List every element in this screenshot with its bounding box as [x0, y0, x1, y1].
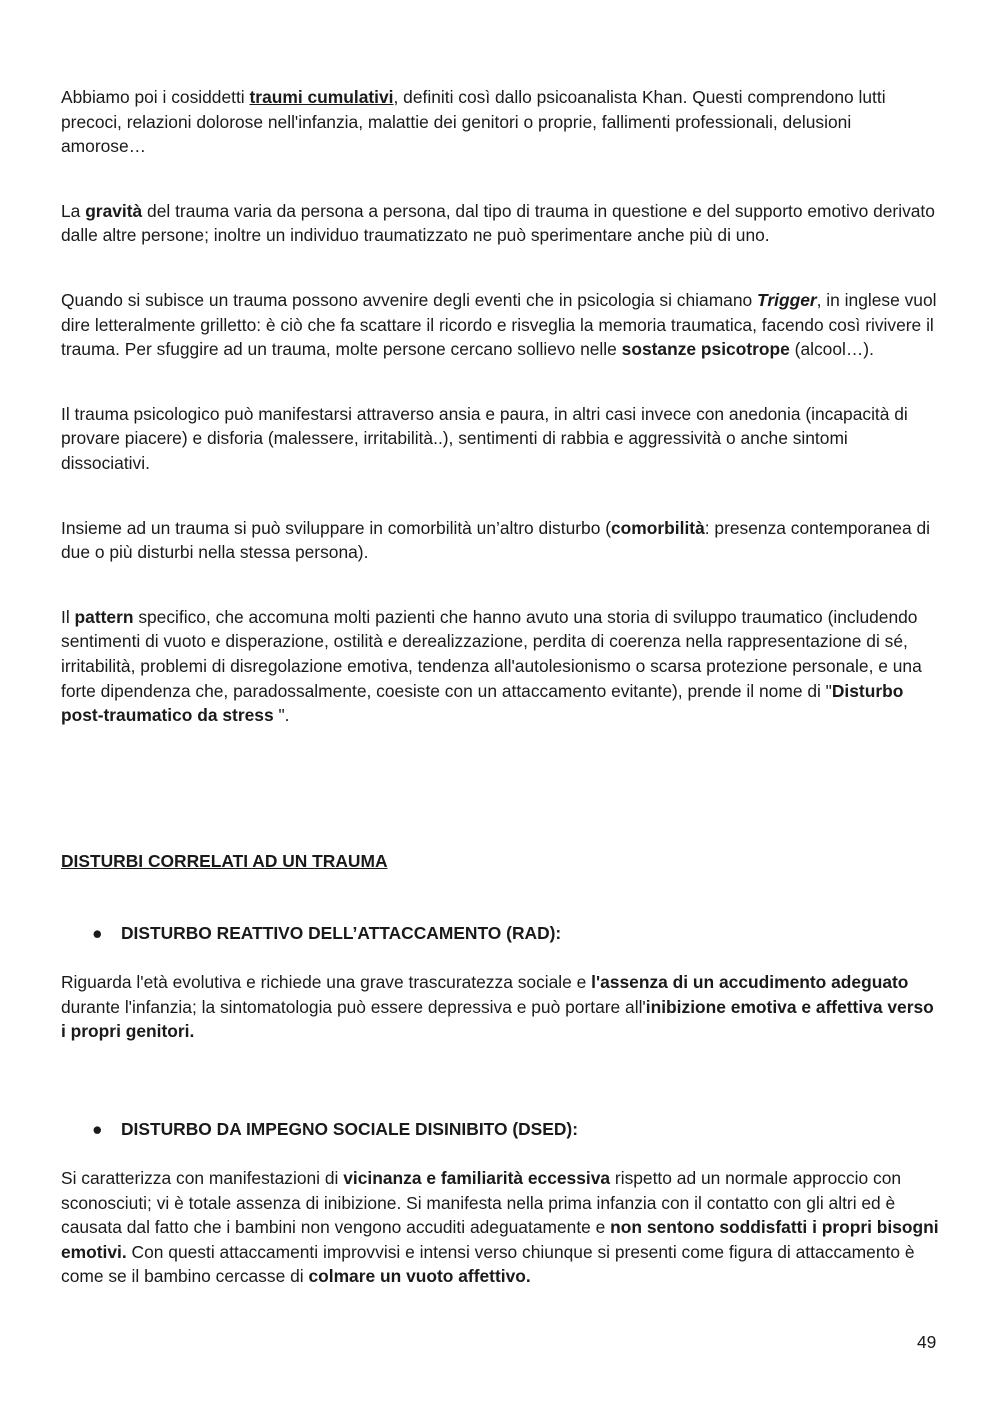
- paragraph-dsed: [61, 1166, 941, 1289]
- bullet-dot-icon: ●: [92, 1119, 103, 1139]
- term-ptsd: Disturbo post-traumatico da stress: [61, 680, 904, 726]
- text: Il trauma psicologico può manifestarsi attraverso ansia e paura, in altri casi invece con anedonia (incapacità di provare piacere) e disforia (malessere, irritabilità..), sentimenti di rabbia e aggressività o anche sintomi dissociativi.: [61, 403, 908, 473]
- text: Con questi attaccamenti improvvisi e intensi verso chiunque si presenti come figura di attaccamento è come se il bambino cercasse di: [61, 1241, 915, 1287]
- paragraph-rad: [61, 970, 941, 1044]
- text: Si caratterizza con manifestazioni di: [61, 1168, 344, 1188]
- text: Il: [61, 606, 75, 627]
- text: durante l'infanzia; la sintomatologia può essere depressiva e può portare all': [61, 996, 646, 1017]
- text: Insieme ad un trauma si può sviluppare in comorbilità un’altro disturbo (: [61, 517, 612, 538]
- text: , definiti così dallo psicoanalista Khan. Questi comprendono lutti precoci, relazioni dolorose nell'infanzia, malattie dei genitori o proprie, fallimenti professionali, delusioni amorose…: [61, 87, 886, 157]
- text: Abbiamo poi i cosiddetti: [61, 87, 250, 107]
- term-trigger: Trigger: [757, 289, 817, 310]
- bold-text: vicinanza e familiarità eccessiva: [343, 1168, 611, 1188]
- bullet-rad: [92, 921, 561, 946]
- text: : presenza contemporanea di due o più disturbi nella stessa persona).: [61, 517, 931, 563]
- term-sostanze-psicotrope: sostanze psicotrope: [621, 339, 790, 360]
- bullet-title: DISTURBO DA IMPEGNO SOCIALE DISINIBITO (DSED):: [121, 1119, 579, 1139]
- term-traumi-cumulativi: traumi cumulativi: [249, 87, 394, 107]
- body-text: [61, 85, 941, 728]
- text: Quando si subisce un trauma possono avvenire degli eventi che in psicologia si chiamano: [61, 289, 758, 310]
- bullet-dot-icon: ●: [92, 923, 103, 943]
- term-pattern: pattern: [74, 606, 134, 627]
- text: Riguarda l'età evolutiva e richiede una grave trascuratezza sociale e: [61, 972, 592, 992]
- text: specifico, che accomuna molti pazienti che hanno avuto una storia di sviluppo traumatico (includendo sentimenti di vuoto e disperazione, ostilità e derealizzazione, perdita di coerenza nella rappresentazione di sé, irritabilità, problemi di disregolazione emotiva, tendenza all'autolesionismo o scarsa protezione personale, e una forte dipendenza che, paradossalmente, coesiste con un attaccamento evitante), prende il nome di ": [61, 606, 922, 701]
- paragraph-severity: [61, 199, 941, 248]
- text: rispetto ad un normale approccio con sconosciuti; vi è totale assenza di inibizione. Si manifesta nella prima infanzia con il contatto con gli altri ed è causata dal fatto che i bambini non vengono accuditi adeguatamente e: [61, 1168, 902, 1238]
- paragraph-trigger: [61, 288, 941, 362]
- term-gravita: gravità: [85, 200, 143, 221]
- paragraph-manifestations: [61, 402, 941, 476]
- paragraph-cumulative-trauma: [61, 85, 941, 159]
- bold-text: colmare un vuoto affettivo.: [308, 1266, 531, 1287]
- text: La: [61, 200, 86, 221]
- paragraph-ptsd: [61, 605, 941, 728]
- paragraph-comorbidity: [61, 516, 941, 565]
- page-number: 49: [917, 1332, 937, 1352]
- bold-text: non sentono soddisfatti i propri bisogni emotivi.: [61, 1217, 939, 1262]
- bullet-dsed: [92, 1117, 578, 1142]
- bullet-title: DISTURBO REATTIVO DELL’ATTACCAMENTO (RAD):: [121, 923, 562, 943]
- text: ".: [273, 705, 290, 726]
- text: del trauma varia da persona a persona, dal tipo di trauma in questione e del supporto emotivo derivato dalle altre persone; inoltre un individuo traumatizzato ne può sperimentare anche più di uno.: [61, 200, 935, 246]
- text: , in inglese vuol dire letteralmente grilletto: è ciò che fa scattare il ricordo e risveglia la memoria traumatica, facendo così rivivere il trauma. Per sfuggire ad un trauma, molte persone cercano sollievo nelle: [61, 289, 937, 360]
- bold-text: l'assenza di un accudimento adeguato: [591, 972, 909, 992]
- bold-text: inibizione emotiva e affettiva verso i propri genitori.: [61, 996, 934, 1042]
- section-heading: DISTURBI CORRELATI AD UN TRAUMA: [61, 851, 388, 871]
- term-comorbilita: comorbilità: [611, 517, 705, 538]
- text: (alcool…).: [789, 339, 874, 360]
